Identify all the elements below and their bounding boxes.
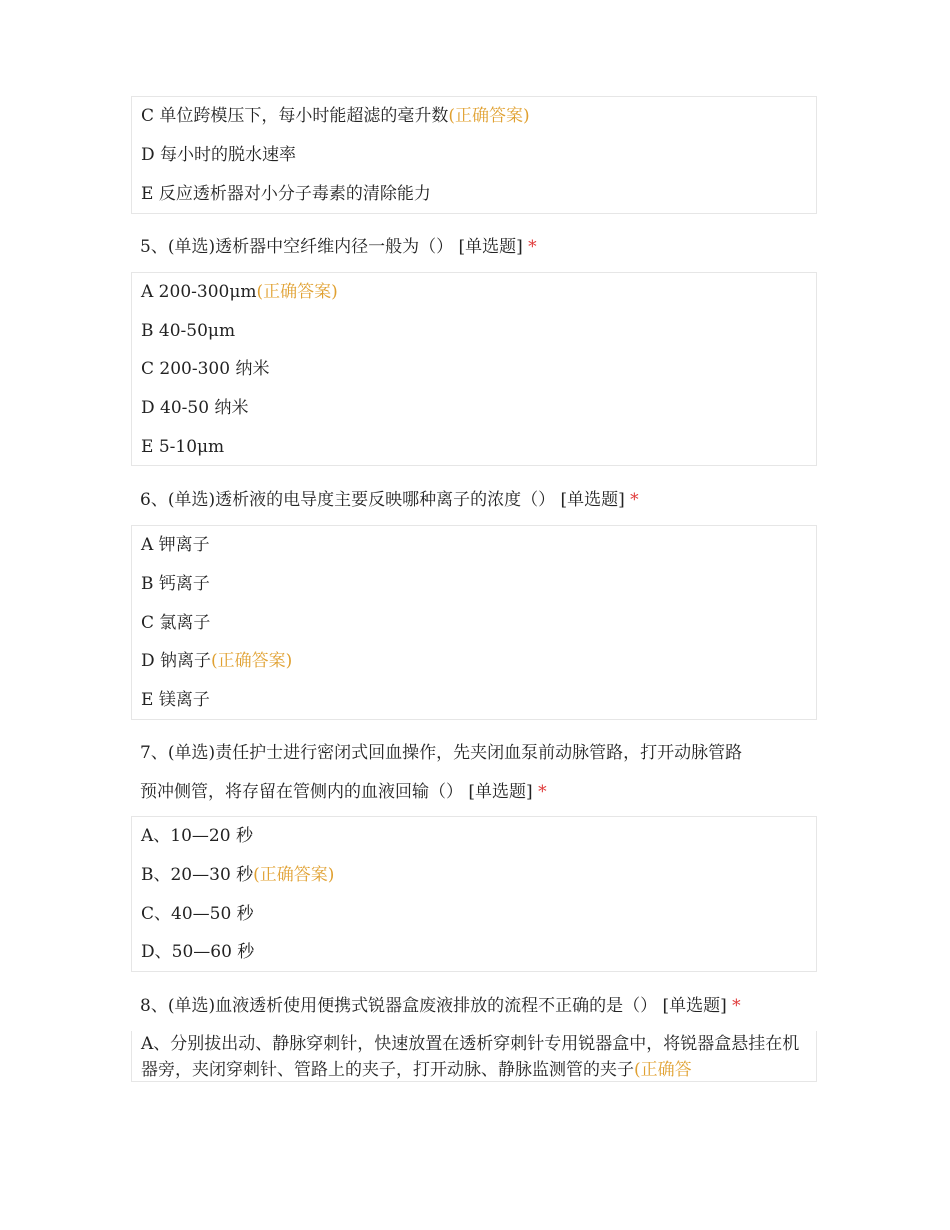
required-marker: *: [630, 490, 639, 510]
option-q5-c[interactable]: [141, 358, 269, 380]
option-text: E 5-10μm: [141, 437, 225, 457]
option-q5-a[interactable]: [141, 281, 338, 303]
option-q6-d[interactable]: [141, 650, 292, 672]
option-text: B、20—30 秒: [141, 865, 254, 885]
option-q5-b[interactable]: [141, 320, 235, 342]
question-7-title-line2: [140, 781, 547, 803]
option-text: D 40-50 纳米: [141, 398, 249, 418]
correct-answer-tag: (正确答案): [253, 865, 335, 885]
correct-answer-tag: (正确答案): [211, 651, 293, 671]
option-q7-a[interactable]: [141, 825, 253, 847]
question-text: 7、(单选)责任护士进行密闭式回血操作，先夹闭血泵前动脉管路，打开动脉管路: [140, 743, 743, 763]
option-q4-d[interactable]: [141, 144, 296, 166]
option-q5-e[interactable]: [141, 436, 224, 458]
option-q7-b[interactable]: [141, 864, 334, 886]
question-text: 5、(单选)透析器中空纤维内径一般为（） [单选题]: [140, 237, 523, 257]
option-q6-e[interactable]: [141, 689, 210, 711]
option-q6-c[interactable]: [141, 612, 210, 634]
option-text: B 40-50μm: [141, 321, 236, 341]
option-text: A、分别拔出动、静脉穿刺针，快速放置在透析穿刺针专用锐器盒中，将锐器盒悬挂在机器旁，夹闭穿刺针、管路上的夹子，打开动脉、静脉监测管的夹子: [141, 1034, 800, 1080]
option-text: D 每小时的脱水速率: [141, 145, 297, 165]
question-6-title: [140, 489, 639, 511]
option-q4-e[interactable]: [141, 183, 431, 205]
option-text: A、10—20 秒: [141, 826, 253, 846]
option-text: C 200-300 纳米: [141, 359, 270, 379]
required-marker: *: [538, 782, 547, 802]
option-text: E 反应透析器对小分子毒素的清除能力: [141, 184, 431, 204]
option-q6-b[interactable]: [141, 573, 210, 595]
option-text: B 钙离子: [141, 574, 210, 594]
question-text: 8、(单选)血液透析使用便携式锐器盒废液排放的流程不正确的是（） [单选题]: [140, 996, 727, 1016]
option-q6-a[interactable]: [141, 534, 210, 556]
correct-answer-tag: (正确答: [634, 1060, 692, 1080]
question-5-title: [140, 236, 537, 258]
correct-answer-tag: (正确答案): [256, 282, 338, 302]
option-q7-c[interactable]: [141, 903, 254, 925]
option-text: A 200-300μm: [141, 282, 257, 302]
required-marker: *: [732, 996, 741, 1016]
option-text: A 钾离子: [141, 535, 210, 555]
option-q8-a[interactable]: [141, 1031, 811, 1082]
question-text: 6、(单选)透析液的电导度主要反映哪种离子的浓度（） [单选题]: [140, 490, 625, 510]
question-7-title-line1: [140, 742, 742, 764]
q6-options-box: [131, 525, 817, 720]
question-8-title: [140, 995, 741, 1017]
question-text: 预冲侧管，将存留在管侧内的血液回输（） [单选题]: [140, 782, 533, 802]
option-text: D、50—60 秒: [141, 942, 255, 962]
option-text: C 单位跨模压下，每小时能超滤的毫升数: [141, 106, 449, 126]
required-marker: *: [528, 237, 537, 257]
option-text: E 镁离子: [141, 690, 210, 710]
q5-options-box: [131, 272, 817, 466]
q7-options-box: [131, 816, 817, 972]
option-text: C 氯离子: [141, 613, 211, 633]
option-q7-d[interactable]: [141, 941, 254, 963]
option-q4-c[interactable]: [141, 105, 530, 127]
option-text: C、40—50 秒: [141, 904, 254, 924]
option-q5-d[interactable]: [141, 397, 248, 419]
option-text: D 钠离子: [141, 651, 212, 671]
correct-answer-tag: (正确答案): [448, 106, 530, 126]
q4-options-box: [131, 96, 817, 214]
q8-options-box: [131, 1031, 817, 1082]
